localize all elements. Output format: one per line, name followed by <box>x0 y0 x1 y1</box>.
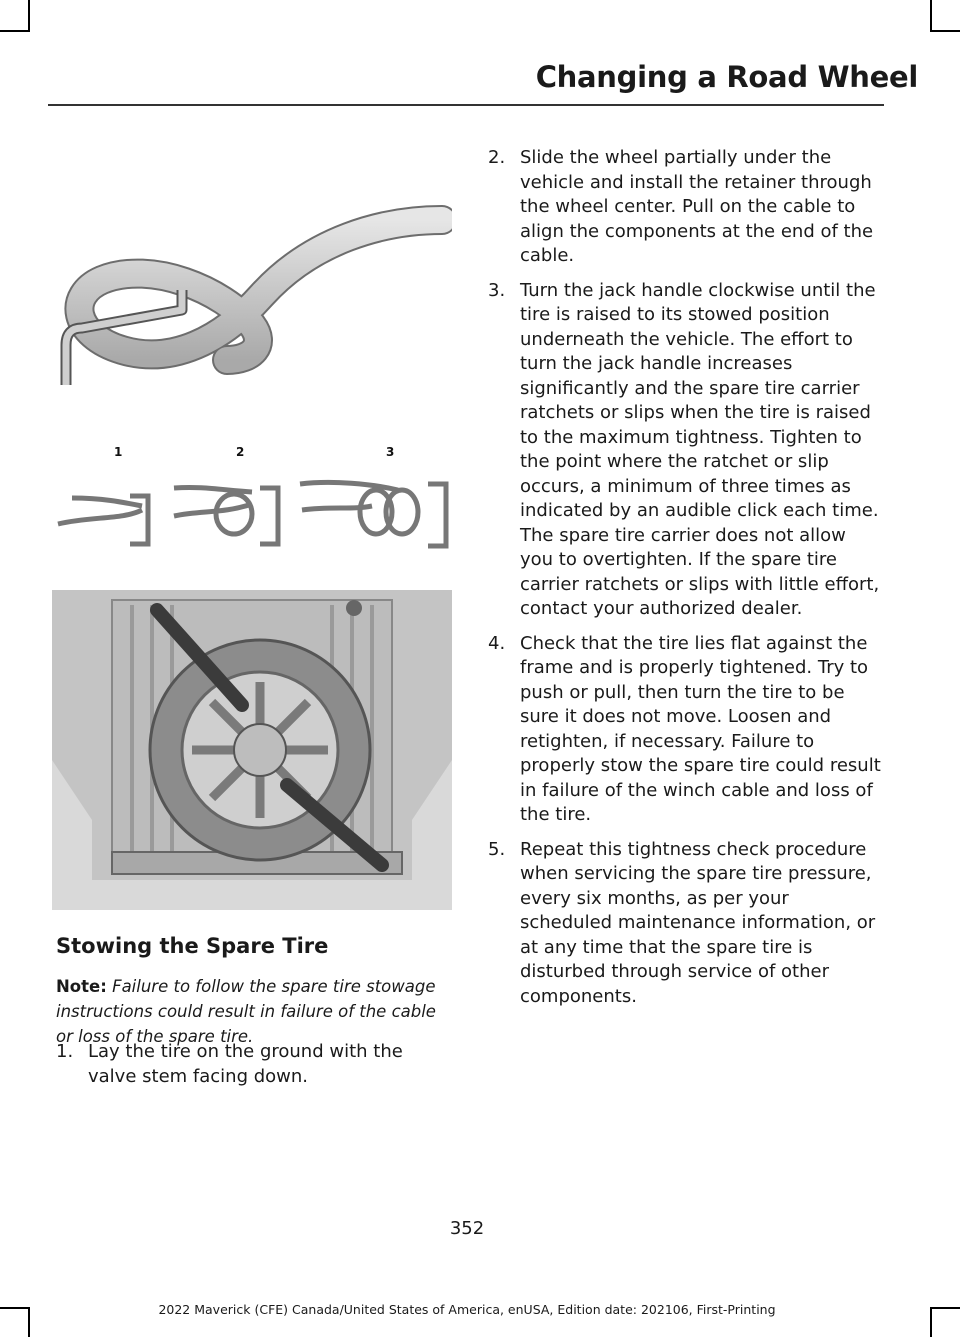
step-text: Repeat this tightness check procedure when servicing the spare tire pressure, every six months, as per your scheduled maintenance information, or at any time that the spare tire is disturbed through service of other components. <box>520 838 876 1007</box>
step-number: 1. <box>56 1041 74 1062</box>
footer-edition-info: 2022 Maverick (CFE) Canada/United States of America, enUSA, Edition date: 202106, First-Printing <box>158 1302 776 1317</box>
note <box>56 974 456 1049</box>
step-label-2: 2 <box>236 445 245 459</box>
list-item <box>488 279 884 622</box>
steps-list-left <box>56 1040 456 1099</box>
step-text: Check that the tire lies flat against the frame and is properly tightened. Try to push or pull, then turn the tire to be sure it does not move. Loosen and retighten, if necessary. Failure to properly stow the spare tire could result in failure of the winch cable and loss of the tire. <box>520 632 881 825</box>
step-text: Turn the jack handle clockwise until the tire is raised to its stowed position underneath the vehicle. The effort to turn the jack handle increases significantly and the spare tire carrier ratchets or slips when the tire is raised to the maximum tightness. Tighten to the point where the ratchet or slip occurs, a minimum of three times as indicated by an audible click each time. The spare tire carrier does not allow you to overtighten. If the spare tire carrier ratchets or slips with little effort, contact your authorized dealer. <box>520 279 880 619</box>
step-number: 2. <box>488 147 506 168</box>
step-number: 5. <box>488 838 506 860</box>
crop-mark <box>930 1307 960 1309</box>
strap-knot-illustration <box>52 200 452 420</box>
step-label-1: 1 <box>114 445 123 459</box>
step-text: Slide the wheel partially under the vehicle and install the retainer through the wheel center. Pull on the cable to align the components at the end of the cable. <box>520 147 874 266</box>
crop-mark <box>28 0 30 32</box>
truck-bed-spare-tire-illustration <box>52 590 452 910</box>
crop-mark <box>930 30 960 32</box>
step-label-3: 3 <box>386 445 395 459</box>
knot-steps-illustration <box>52 440 452 560</box>
steps-list-right <box>488 146 884 1019</box>
step-number: 4. <box>488 632 506 654</box>
page-number: 352 <box>449 1218 485 1239</box>
list-item <box>488 146 884 269</box>
header-rule <box>48 104 884 106</box>
note-text: Failure to follow the spare tire stowage instructions could result in failure of the cable or loss of the spare tire. <box>56 977 436 1046</box>
note-label: Note: <box>56 977 107 996</box>
list-item <box>56 1040 456 1089</box>
step-number: 3. <box>488 279 506 301</box>
list-item <box>488 632 884 828</box>
list-item <box>488 838 884 1010</box>
crop-mark <box>0 30 28 32</box>
crop-mark <box>930 0 932 32</box>
section-heading: Stowing the Spare Tire <box>56 934 329 958</box>
step-text: Lay the tire on the ground with the valve stem facing down. <box>88 1041 403 1087</box>
page-title: Changing a Road Wheel <box>535 60 918 94</box>
